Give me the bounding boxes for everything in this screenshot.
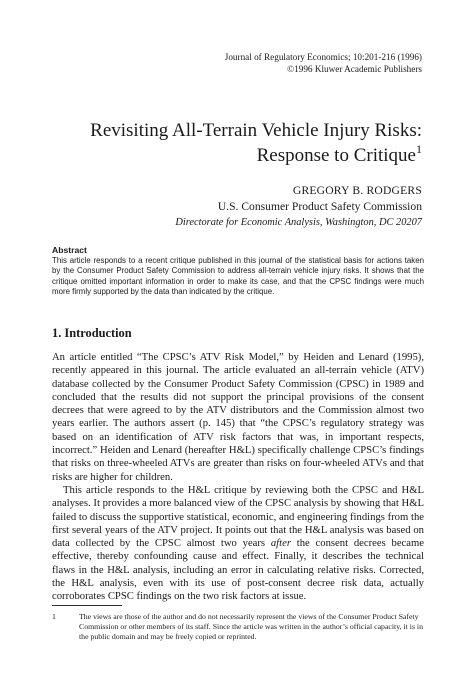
footnote-text: The views are those of the author and do not necessarily represent the views of the Consumer Product Safety Commission or other members of its staff. Since the article was written in the author’s official capacity, it is in the public domain and may be freely copied or reprinted.: [79, 612, 423, 641]
paragraph-2: [52, 484, 424, 604]
body-text: [52, 351, 424, 604]
journal-citation: Journal of Regulatory Economics; 10:201-216 (1996): [224, 52, 422, 62]
abstract: [52, 245, 424, 298]
paragraph-2-part-2: the consent decrees became effective, thereby confounding cause and effect. Finally, it describes the technical flaws in the H&L analysis, including an error in calculating relative risks. Corrected, the H&L analysis, even with its use of post-consent decree risk data, actually corroborates CPSC findings on the two risk factors at issue.: [52, 538, 424, 603]
title-line-1: Revisiting All-Terrain Vehicle Injury Risks:: [90, 120, 422, 141]
paragraph-2-emphasis: after: [270, 538, 291, 550]
author-affiliation: U.S. Consumer Product Safety Commission: [217, 200, 422, 213]
author-block: [175, 183, 422, 230]
footnote-rule: [52, 605, 122, 606]
abstract-heading: Abstract: [52, 245, 87, 255]
abstract-text: This article responds to a recent critique published in this journal of the statistical basis for actions taken by the Consumer Product Safety Commission to address all-terrain vehicle injury risks. It shows that the critique omitted important information in order to make its case, and that the CPSC findings were much more firmly supported by the data than indicated by the critique.: [52, 256, 424, 297]
title-footnote-mark: 1: [416, 142, 422, 156]
title-line-2: Response to Critique: [256, 145, 416, 166]
author-name: GREGORY B. RODGERS: [292, 184, 422, 197]
footnote: [52, 612, 424, 642]
paragraph-1: An article entitled “The CPSC’s ATV Risk Model,” by Heiden and Lenard (1995), recently appeared in this journal. The article evaluated an all-terrain vehicle (ATV) database collected by the Consumer Product Safety Commission (CPSC) in 1989 and concluded that the results did not support the principal provisions of the consent decrees that were agreed to by the ATV distributors and the Commission almost two years earlier. The authors assert (p. 145) that “the CPSC’s regulatory strategy was based on an identification of ATV risk factors that was, in important respects, incorrect.” Heiden and Lenard (hereafter H&L) specifically challenge CPSC’s findings that risks on three-wheeled ATVs are greater than risks on four-wheeled ATVs and that risks are higher for children.: [52, 352, 424, 483]
footnote-mark: 1: [52, 612, 56, 621]
section-heading: 1. Introduction: [52, 326, 132, 340]
paragraph-2-part-1: This article responds to the H&L critique by reviewing both the CPSC and H&L analyses. It provides a more balanced view of the CPSC analysis by showing that H&L failed to discuss the supportive statistical, economic, and engineering findings from the first several years of the ATV project. It points out that the H&L analysis was based on data collected by the CPSC almost two years: [52, 484, 424, 550]
article-title: [90, 118, 422, 168]
journal-header: [225, 51, 422, 75]
author-department: Directorate for Economic Analysis, Washington, DC 20207: [175, 217, 422, 228]
journal-copyright: ©1996 Kluwer Academic Publishers: [287, 64, 422, 74]
